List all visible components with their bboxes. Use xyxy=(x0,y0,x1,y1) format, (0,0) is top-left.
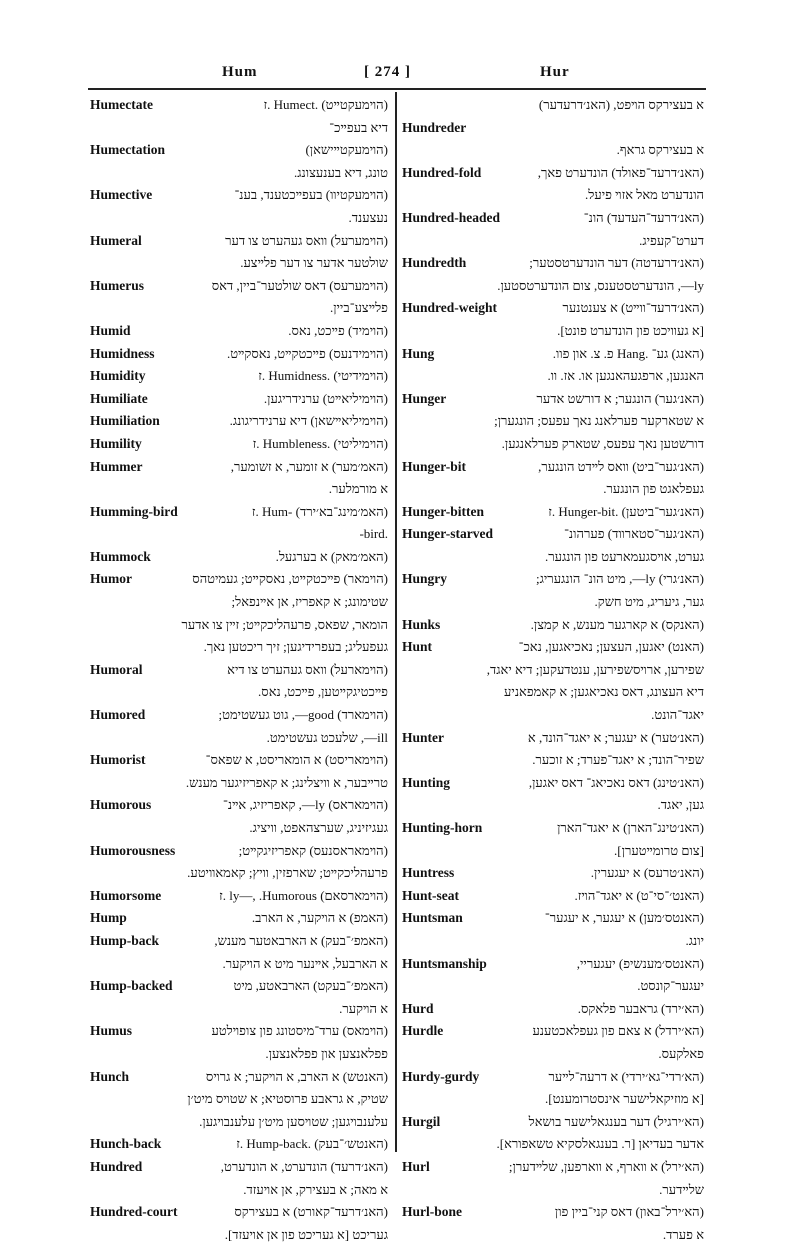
definition-text: שטימונג; א קאפריז, אן אײנפאל; xyxy=(231,594,388,610)
definition-text: פלײצע־ביין. xyxy=(329,300,388,316)
headword: Humility xyxy=(90,435,142,451)
dictionary-line xyxy=(402,749,704,772)
headword: Hundred-weight xyxy=(402,300,498,316)
definition-text: א הארבעל, אײנער מיט א הױקער. xyxy=(222,955,388,971)
dictionary-line xyxy=(402,456,704,479)
headword: Hummock xyxy=(90,548,151,564)
header-rule xyxy=(88,88,706,90)
dictionary-line xyxy=(90,207,388,230)
dictionary-line xyxy=(90,410,388,433)
dictionary-line xyxy=(402,1224,704,1246)
definition-text: (האנ׳גער־סטארװד) פערהונ־ xyxy=(563,526,704,542)
definition-text: א הױקער. xyxy=(339,1000,388,1016)
dictionary-line xyxy=(90,139,388,162)
definition-text: (הױמארסאם) ly—, .Humorous .ז xyxy=(219,887,388,903)
dictionary-line xyxy=(90,478,388,501)
definition-text: (האנט) יאגען, העצען; נאכיאגען, נאכ־ xyxy=(518,639,704,655)
headword: Humorousness xyxy=(90,842,176,858)
dictionary-line xyxy=(90,930,388,953)
definition-text: א מורמלער. xyxy=(328,481,388,497)
headword: Hump-back xyxy=(90,932,160,948)
definition-text: פרעהליכקײט; שארפזין, װיץ; קאמאװיטע. xyxy=(187,865,388,881)
dictionary-line xyxy=(402,727,704,750)
dictionary-line xyxy=(90,953,388,976)
headword: Huntress xyxy=(402,865,455,881)
column-divider xyxy=(395,92,397,1152)
dictionary-line xyxy=(90,1179,388,1202)
headword: Humoral xyxy=(90,661,143,677)
dictionary-line xyxy=(90,1133,388,1156)
dictionary-line xyxy=(402,817,704,840)
definition-text: (הא׳רדי־גא׳ירדי) א דרעה־לײער xyxy=(548,1068,704,1084)
definition-text: א בעצירקס הױפט, (האנ׳דרעדער) xyxy=(538,97,704,112)
definition-text: (האנ׳טינג) דאס נאכיאג־ דאס יאגען, xyxy=(528,774,704,790)
headword: Humeral xyxy=(90,232,142,248)
definition-text: א פערד. xyxy=(662,1226,704,1242)
dictionary-line xyxy=(90,636,388,659)
definition-text: אדער בעדיאן [ר. בענגאלסקיא טשאפורא]. xyxy=(496,1136,704,1152)
headword: Hundred-headed xyxy=(402,209,501,225)
dictionary-line xyxy=(90,523,388,546)
dictionary-line xyxy=(402,885,704,908)
definition-text: (הױמעקטיװ) בעפײכטענד, בענ־ xyxy=(234,187,388,203)
definition-text: (הא׳ירגיל) דער בענגאלישער בושאל xyxy=(528,1113,704,1129)
dictionary-line xyxy=(90,794,388,817)
headword: Hunks xyxy=(402,616,441,632)
dictionary-line xyxy=(402,410,704,433)
definition-text: יעגער־קונסט. xyxy=(637,978,704,994)
dictionary-line xyxy=(90,840,388,863)
dictionary-line xyxy=(402,139,704,162)
definition-text: יאגד־הונט. xyxy=(651,707,704,723)
headword: Humor xyxy=(90,571,132,587)
definition-text: (האמ׳מער) א זומער, א זשומער, xyxy=(230,458,388,474)
definition-text: [א געװיכט פון הונדערט פונט]. xyxy=(557,322,704,338)
dictionary-line xyxy=(402,433,704,456)
dictionary-line xyxy=(90,704,388,727)
dictionary-line xyxy=(90,591,388,614)
dictionary-line xyxy=(402,501,704,524)
definition-text: (האנ׳דרעד־העדעד) הונ־ xyxy=(583,209,704,225)
dictionary-line xyxy=(402,1020,704,1043)
dictionary-line xyxy=(402,794,704,817)
definition-text: א בעצירקס גראף. xyxy=(616,142,704,158)
definition-text: פאלקעס. xyxy=(658,1045,704,1061)
dictionary-line xyxy=(402,546,704,569)
left-guide-word: Hum xyxy=(222,64,258,80)
definition-text: שפיר־הונד; א יאגד־פערד; א זוכער. xyxy=(532,752,704,768)
definition-text: געפלאגט פון הונגער. xyxy=(603,481,704,497)
headword: Hurgil xyxy=(402,1113,441,1129)
dictionary-line xyxy=(402,681,704,704)
dictionary-line xyxy=(90,681,388,704)
dictionary-line xyxy=(90,252,388,275)
dictionary-line xyxy=(402,1066,704,1089)
definition-text: גערט, אױסגעמארעט פון הונגער. xyxy=(544,548,704,564)
definition-text: (האנ׳גער־ביט) װאס לײדט הונגער, xyxy=(538,458,704,474)
dictionary-line xyxy=(402,343,704,366)
definition-text: (הױמיליאײשאן) דיא ערנידריגונג. xyxy=(229,413,388,429)
dictionary-line xyxy=(90,343,388,366)
definition-text: (האנטש׳־בעק) .Hump-back .ז xyxy=(236,1136,388,1152)
left-column xyxy=(90,94,388,1246)
dictionary-line xyxy=(90,1156,388,1179)
definition-text: (האנ׳דרעד־װײט) א צענטנער xyxy=(562,300,704,316)
headword: Hurd xyxy=(402,1000,434,1016)
dictionary-line xyxy=(402,207,704,230)
definition-text: (האמפ׳־בעקט) הארבאטע, מיט xyxy=(233,978,388,994)
definition-text: הונדערט מאל אזױ פיעל. xyxy=(585,187,704,203)
definition-text: גער, גיעריג, מיט חשק. xyxy=(594,594,704,610)
headword: Hurl-bone xyxy=(402,1204,463,1220)
dictionary-line xyxy=(402,297,704,320)
definition-text: (האנ׳טער) א יעגער; א יאגד־הונד, א xyxy=(527,729,704,745)
headword: Hunger-starved xyxy=(402,526,493,542)
headword: Hunch-back xyxy=(90,1136,162,1152)
dictionary-line xyxy=(402,1133,704,1156)
definition-text: (האמפ׳־בעק) א הארבאטער מענש, xyxy=(214,932,388,948)
headword: Hump xyxy=(90,910,127,926)
definition-text: (האנט׳־סי־ט) א יאגד־הױז. xyxy=(574,887,704,903)
dictionary-line xyxy=(90,568,388,591)
definition-text: [א מוזיקאלישער אינסטרומענט]. xyxy=(544,1091,704,1107)
headword: Hung xyxy=(402,345,435,361)
headword: Humored xyxy=(90,707,146,723)
headword: Hunting-horn xyxy=(402,820,483,835)
definition-text: .bird- xyxy=(359,526,388,542)
page-number: [ 274 ] xyxy=(364,64,411,80)
definition-text: א מאה; א בעצירק, אן אױעזד. xyxy=(243,1181,388,1197)
dictionary-line xyxy=(402,252,704,275)
definition-text: (הױמידנעס) פײכטקײט, נאסקײט. xyxy=(226,345,388,361)
definition-text: (האמ׳מאק) א בערגעל. xyxy=(275,548,388,564)
dictionary-line xyxy=(90,162,388,185)
headword: Hunger-bit xyxy=(402,458,466,474)
dictionary-line xyxy=(90,388,388,411)
dictionary-line xyxy=(90,1224,388,1246)
definition-text: דיא העצונג, דאס נאכיאגען; א קאמפאניע xyxy=(504,684,704,700)
headword: Humorist xyxy=(90,752,146,768)
definition-text: שפירען, ארױסשפירען, ענטדעקען; דיא יאגד, xyxy=(486,661,704,677)
dictionary-line xyxy=(90,546,388,569)
dictionary-line xyxy=(90,727,388,750)
page-header xyxy=(92,62,702,86)
dictionary-line xyxy=(90,749,388,772)
definition-text: (הױמאר) פײכטקײט, נאסקײט; געמיטהס xyxy=(192,571,388,587)
definition-text: [צום טרומײטערן]. xyxy=(614,842,704,858)
definition-text: (האנ׳גער־ביטען) .Hunger-bit .ז xyxy=(548,503,704,519)
dictionary-line xyxy=(402,230,704,253)
headword: Humorous xyxy=(90,797,152,813)
dictionary-line xyxy=(402,388,704,411)
definition-text: שולטער אדער צו דער פלײצע. xyxy=(240,255,388,271)
headword: Humectate xyxy=(90,97,153,112)
definition-text: (הױמעקטײט) .Humect .ז xyxy=(263,97,388,112)
headword: Hungry xyxy=(402,571,448,587)
headword: Humus xyxy=(90,1023,133,1039)
dictionary-line xyxy=(402,320,704,343)
dictionary-line xyxy=(90,1201,388,1224)
definition-text: (האנטס׳מען) א יעגער, א יעגער־ xyxy=(544,910,704,926)
headword: Humid xyxy=(90,322,131,338)
dictionary-line xyxy=(90,365,388,388)
dictionary-line xyxy=(90,297,388,320)
headword: Huntsmanship xyxy=(402,955,487,971)
dictionary-line xyxy=(402,523,704,546)
definition-text: דורשטען נאך עפעס, שטארק פערלאנגען. xyxy=(501,435,704,451)
dictionary-line xyxy=(402,1043,704,1066)
definition-text: (האנ׳דרעדטה) דער הונדערטסטער; xyxy=(529,255,704,271)
headword: Humiliation xyxy=(90,413,160,429)
definition-text: עלענבױגען; שטױסען מיט׳ן עלענבױגען. xyxy=(199,1113,388,1129)
definition-text: (הױמערעס) דאס שולטער־ביין, דאס xyxy=(211,277,388,293)
definition-text: (האמ׳מינג־בא׳ירד) -Hum .ז xyxy=(251,503,388,519)
definition-text: (הא׳ירד) גראבער פלאקס. xyxy=(577,1000,704,1016)
definition-text: (האנטס׳מענשיפ) יעגעריי, xyxy=(576,955,704,971)
definition-text: (האנ׳דרעד־קאורט) א בעצירקס xyxy=(234,1204,388,1220)
dictionary-line xyxy=(402,1179,704,1202)
headword: Hunter xyxy=(402,729,444,745)
headword: Hunch xyxy=(90,1068,130,1084)
definition-text: (הױמאריסט) א הומאריסט, א שפאס־ xyxy=(205,752,388,768)
definition-text: (הא׳ירדל) א צאם פון געפלאכטענע xyxy=(532,1023,704,1039)
definition-text: (הױמיליאײט) ערנידריגען. xyxy=(263,390,388,406)
right-guide-word: Hur xyxy=(540,64,570,80)
dictionary-line xyxy=(402,840,704,863)
dictionary-line xyxy=(402,975,704,998)
dictionary-line xyxy=(402,568,704,591)
dictionary-line xyxy=(402,1111,704,1134)
definition-text: (הא׳ירל) א װארף, א װארפען, שלײדערן; xyxy=(508,1158,704,1174)
headword: Hurl xyxy=(402,1158,430,1174)
definition-text: (האנ׳דרעד) הונדערט, א הונדערט, xyxy=(220,1158,388,1174)
dictionary-line xyxy=(90,230,388,253)
headword: Hummer xyxy=(90,458,143,474)
headword: Humidity xyxy=(90,368,146,384)
dictionary-line xyxy=(90,456,388,479)
dictionary-line xyxy=(90,659,388,682)
definition-text: שלײדער. xyxy=(659,1181,704,1197)
dictionary-line xyxy=(90,1088,388,1111)
headword: Humectation xyxy=(90,142,165,158)
dictionary-line xyxy=(90,817,388,840)
definition-text: (הױמערעל) װאס געהערט צו דער xyxy=(225,232,388,248)
dictionary-line xyxy=(402,862,704,885)
definition-text: דערט־קעפיג. xyxy=(639,232,704,248)
headword: Hundreder xyxy=(402,119,467,135)
definition-text: געגיזיניג, שערצהאפט, װיציג. xyxy=(249,820,388,835)
dictionary-line xyxy=(402,275,704,298)
definition-text: יונג. xyxy=(685,932,704,948)
dictionary-line xyxy=(90,975,388,998)
definition-text: (הױמארעל) װאס געהערט צו דיא xyxy=(227,661,388,677)
definition-text: (הױמאס) ערד־מיסטונג פון צופױלטע xyxy=(211,1023,388,1039)
dictionary-line xyxy=(402,930,704,953)
dictionary-line xyxy=(402,704,704,727)
headword: Humorsome xyxy=(90,887,162,903)
dictionary-line xyxy=(402,636,704,659)
definition-text: (האנקס) א קארגער מענש, א קמצן. xyxy=(530,616,704,632)
dictionary-line xyxy=(90,907,388,930)
headword: Hundred-fold xyxy=(402,164,482,180)
headword: Humming-bird xyxy=(90,503,178,519)
dictionary-line xyxy=(402,365,704,388)
headword: Hundred xyxy=(90,1158,143,1174)
headword: Hundred-court xyxy=(90,1204,178,1220)
headword: Humiliate xyxy=(90,390,148,406)
dictionary-line xyxy=(402,94,704,117)
dictionary-line xyxy=(402,614,704,637)
dictionary-line xyxy=(402,1156,704,1179)
definition-text: געפעליג; בעפרידיגען; זיך ריכטען נאך. xyxy=(203,639,388,655)
headword: Hunting xyxy=(402,774,451,790)
headword: Hurdy-gurdy xyxy=(402,1068,480,1084)
dictionary-line xyxy=(402,907,704,930)
definition-text: (הױמידיטי) .Humidness .ז xyxy=(258,368,388,384)
dictionary-line xyxy=(90,184,388,207)
definition-text: (הױמעקטײישאן) xyxy=(305,142,388,158)
definition-text: האנגען, ארפגעהאנגען או. אז. װ. xyxy=(547,368,704,384)
definition-text: פפלאנצען און פפלאנצען. xyxy=(265,1045,388,1061)
dictionary-line xyxy=(90,320,388,343)
definition-text: דיא בעפײכ־ xyxy=(329,119,388,135)
definition-text: ill—, שלעכט געשטימט. xyxy=(266,729,388,745)
headword: Hurdle xyxy=(402,1023,444,1039)
headword: Humective xyxy=(90,187,153,203)
dictionary-line xyxy=(90,998,388,1021)
definition-text: (הױמאראס) ly—, קאפריזיג, אײנ־ xyxy=(222,797,388,813)
headword: Hunger xyxy=(402,390,447,406)
definition-text: (האנ׳דרעד־פאולד) הונדערט פאך, xyxy=(537,164,704,180)
headword: Hump-backed xyxy=(90,978,173,994)
dictionary-line xyxy=(402,117,704,140)
dictionary-line xyxy=(402,1088,704,1111)
headword: Hunt-seat xyxy=(402,887,459,903)
dictionary-line xyxy=(90,94,388,117)
dictionary-line xyxy=(90,614,388,637)
dictionary-line xyxy=(90,117,388,140)
definition-text: (הױמאראסנעס) קאפריזיגקײט; xyxy=(238,842,388,858)
dictionary-line xyxy=(402,1201,704,1224)
dictionary-line xyxy=(90,1066,388,1089)
definition-text: געריכט [א געריכט פון אן אױעזד]. xyxy=(224,1226,388,1242)
dictionary-line xyxy=(90,862,388,885)
definition-text: (האנ׳גרי) ly—, מיט הונ־ הונגעריג; xyxy=(536,571,704,587)
headword: Hunt xyxy=(402,639,433,655)
headword: Humidness xyxy=(90,345,155,361)
dictionary-line xyxy=(402,659,704,682)
dictionary-line xyxy=(90,275,388,298)
dictionary-line xyxy=(90,1020,388,1043)
dictionary-line xyxy=(90,1111,388,1134)
dictionary-line xyxy=(402,478,704,501)
definition-text: א שטארקער פערלאנג נאך עפעס; הונגערן; xyxy=(494,413,704,429)
dictionary-line xyxy=(402,591,704,614)
dictionary-line xyxy=(402,772,704,795)
definition-text: (הא׳ירל־באון) דאס קני־ביין פון xyxy=(554,1204,704,1220)
definition-text: טונג, דיא בענעצונג. xyxy=(293,164,388,180)
dictionary-line xyxy=(90,772,388,795)
definition-text: ly—, הונדערטסטענס, צום הונדערטסטען. xyxy=(497,277,704,293)
definition-text: (הױמארד) good—, גוט געשטימט; xyxy=(218,707,388,723)
dictionary-line xyxy=(402,953,704,976)
definition-text: (האנג) גע־ .Hang פ. צ. און פוו. xyxy=(552,345,704,361)
definition-text: (האמפ) א הױקער, א הארב. xyxy=(251,910,388,926)
dictionary-line xyxy=(402,184,704,207)
definition-text: (הױמיליטי) .Humbleness .ז xyxy=(252,435,388,451)
definition-text: גען, יאגד. xyxy=(657,797,704,813)
headword: Hundredth xyxy=(402,255,467,271)
dictionary-line xyxy=(402,998,704,1021)
right-column xyxy=(402,94,704,1246)
headword: Hunger-bitten xyxy=(402,503,484,519)
definition-text: הומאר, שפאס, פרעהליכקײט; זײן צו אדער xyxy=(181,616,388,632)
headword: Humerus xyxy=(90,277,144,293)
definition-text: נעצענד. xyxy=(348,209,388,225)
definition-text: (הױמיד) פײכט, נאס. xyxy=(288,322,388,338)
dictionary-line xyxy=(90,501,388,524)
definition-text: פײכטיגקײטען, פײכט, נאס. xyxy=(258,684,388,700)
definition-text: (האנ׳גער) הונגער; א דורשט אדער xyxy=(536,390,704,406)
dictionary-line xyxy=(90,433,388,456)
headword: Huntsman xyxy=(402,910,463,926)
dictionary-line xyxy=(402,162,704,185)
definition-text: (האנ׳טרעס) א יעגערין. xyxy=(590,865,704,881)
definition-text: (האנטש) א הארב, א הױקער; א גרױס xyxy=(205,1068,388,1084)
definition-text: (האנ׳טינג־הארן) א יאגד־הארן xyxy=(557,820,704,835)
dictionary-line xyxy=(90,885,388,908)
definition-text: טרײבער, א װיצלינג; א קאפריזיגער מענש. xyxy=(185,774,388,790)
dictionary-line xyxy=(90,1043,388,1066)
definition-text: שטיק, א גראבע פרוסטיא; א שטױס מיט׳ן xyxy=(187,1091,388,1107)
